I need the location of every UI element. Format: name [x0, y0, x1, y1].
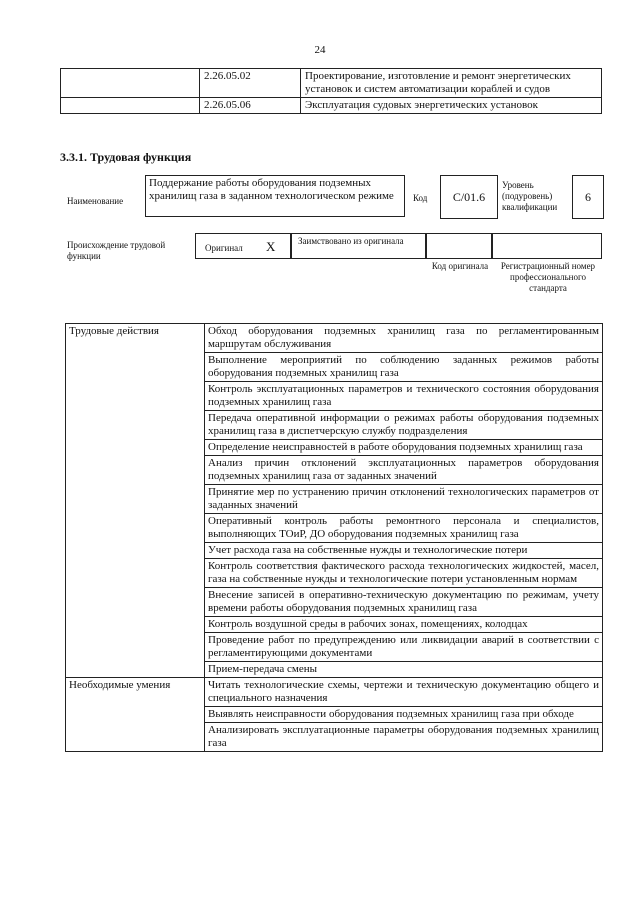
function-code: С/01.6 [440, 175, 498, 219]
item-text: Принятие мер по устранению причин отклонений технологических параметров от заданных значений [205, 485, 603, 514]
item-text: Выполнение мероприятий по соблюдению заданных режимов работы оборудования подземных хранилищ газа [205, 353, 603, 382]
table-row [66, 678, 603, 707]
section-head: Трудовые действия [66, 324, 205, 678]
reg-number-cell [492, 233, 602, 259]
code-caption: Код оригинала [431, 261, 489, 271]
origin-label: Происхождение трудовой функции [67, 240, 166, 261]
desc-cell: Проектирование, изготовление и ремонт энергетических установок и систем автоматизации кораблей и судов [301, 69, 602, 98]
level-value: 6 [572, 175, 604, 219]
empty-cell [61, 69, 200, 98]
item-text: Анализ причин отклонений эксплуатационных параметров оборудования подземных хранилищ газа от заданных значений [205, 456, 603, 485]
function-name: Поддержание работы оборудования подземных хранилищ газа в заданном технологическом режиме [145, 175, 405, 217]
borrowed-cell [291, 233, 426, 259]
table-row [66, 324, 603, 353]
original-label: Оригинал [205, 243, 243, 253]
borrowed-label: Заимствовано из оригинала [298, 236, 404, 246]
level-label: Уровень (подуровень) квалификации [502, 180, 558, 212]
original-mark: X [266, 239, 276, 254]
item-text: Проведение работ по предупреждению или ликвидации аварий в соответствии с регламентирующими документами [205, 633, 603, 662]
desc-cell: Эксплуатация судовых энергетических установок [301, 98, 602, 114]
code-cell: 2.26.05.02 [200, 69, 301, 98]
item-text: Контроль воздушной среды в рабочих зонах, помещениях, колодцах [205, 617, 603, 633]
item-text: Контроль эксплуатационных параметров и технического состояния оборудования подземных хранилищ газа [205, 382, 603, 411]
item-text: Оперативный контроль работы ремонтного персонала и специалистов, выполняющих ТОиР, ДО оборудования подземных хранилищ газа [205, 514, 603, 543]
item-text: Выявлять неисправности оборудования подземных хранилищ газа при обходе [205, 707, 603, 723]
item-text: Внесение записей в оперативно-техническую документацию по режимам, учету времени работы оборудования подземных хранилищ газа [205, 588, 603, 617]
code-label: Код [413, 193, 428, 203]
item-text: Обход оборудования подземных хранилищ газа по регламентированным маршрутам обслуживания [205, 324, 603, 353]
item-text: Учет расхода газа на собственные нужды и технологические потери [205, 543, 603, 559]
section-head: Необходимые умения [66, 678, 205, 752]
item-text: Читать технологические схемы, чертежи и техническую документацию общего и специального назначения [205, 678, 603, 707]
item-text: Прием-передача смены [205, 662, 603, 678]
original-cell [195, 233, 291, 259]
name-label: Наименование [67, 196, 124, 206]
labor-function-table [65, 323, 603, 752]
table-row [61, 98, 602, 114]
table-row [61, 69, 602, 98]
item-text: Передача оперативной информации о режимах работы оборудования подземных хранилищ газа в диспетчерскую службу подразделения [205, 411, 603, 440]
item-text: Определение неисправностей в работе оборудования подземных хранилищ газа [205, 440, 603, 456]
page-number: 24 [314, 44, 326, 56]
original-code-cell [426, 233, 492, 259]
code-cell: 2.26.05.06 [200, 98, 301, 114]
empty-cell [61, 98, 200, 114]
related-codes-table [60, 68, 602, 114]
item-text: Анализировать эксплуатационные параметры оборудования подземных хранилищ газа [205, 723, 603, 752]
section-title: 3.3.1. Трудовая функция [60, 150, 192, 164]
item-text: Контроль соответствия фактического расхода технологических жидкостей, масел, газа на собственные нужды и технологические потери установленным нормам [205, 559, 603, 588]
reg-caption: Регистрационный номер профессионального стандарта [500, 261, 596, 293]
